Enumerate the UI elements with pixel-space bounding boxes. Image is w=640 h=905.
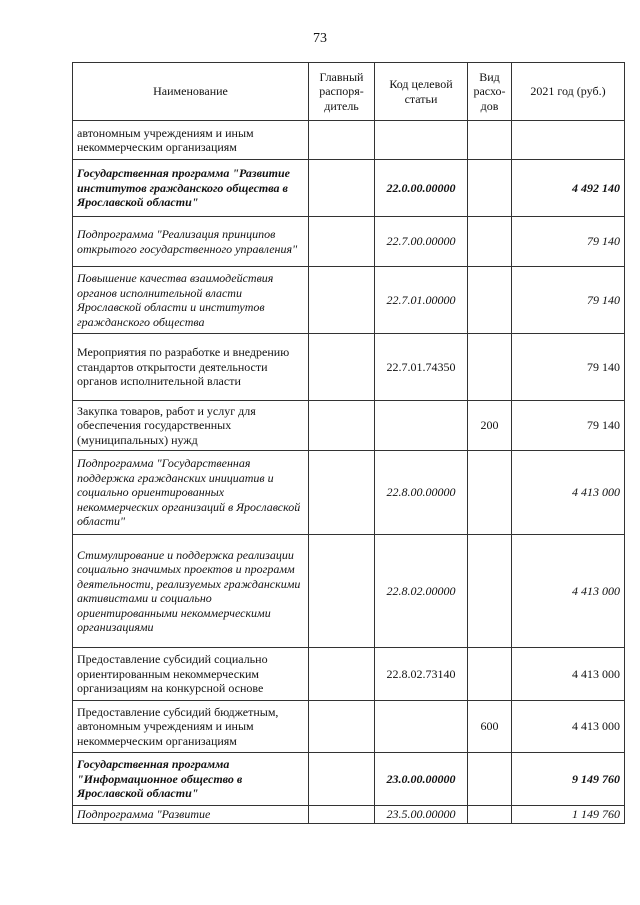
cell-name: Закупка товаров, работ и услуг для обеспечения государственных (муниципальных) нужд bbox=[73, 401, 309, 451]
header-amount: 2021 год (руб.) bbox=[512, 63, 625, 121]
table-row bbox=[73, 401, 625, 451]
table-row bbox=[73, 806, 625, 824]
cell-kind: 600 bbox=[468, 701, 512, 753]
table-row bbox=[73, 701, 625, 753]
cell-code bbox=[375, 701, 468, 753]
cell-code: 23.5.00.00000 bbox=[375, 806, 468, 824]
table-row bbox=[73, 217, 625, 267]
cell-manager bbox=[309, 701, 375, 753]
cell-name: Предоставление субсидий бюджетным, автономным учреждениям и иным некоммерческим организациям bbox=[73, 701, 309, 753]
cell-code: 22.8.00.00000 bbox=[375, 451, 468, 535]
cell-name: Предоставление субсидий социально ориентированным некоммерческим организациям на конкурсной основе bbox=[73, 648, 309, 701]
table-row bbox=[73, 648, 625, 701]
cell-manager bbox=[309, 806, 375, 824]
cell-kind bbox=[468, 160, 512, 217]
cell-kind bbox=[468, 806, 512, 824]
cell-code: 22.7.00.00000 bbox=[375, 217, 468, 267]
table-row bbox=[73, 334, 625, 401]
cell-code: 22.7.01.74350 bbox=[375, 334, 468, 401]
cell-code: 22.0.00.00000 bbox=[375, 160, 468, 217]
cell-name: Мероприятия по разработке и внедрению стандартов открытости деятельности органов исполнительной власти bbox=[73, 334, 309, 401]
cell-kind bbox=[468, 753, 512, 806]
table-row bbox=[73, 267, 625, 334]
cell-amount bbox=[512, 121, 625, 160]
cell-amount: 79 140 bbox=[512, 401, 625, 451]
cell-manager bbox=[309, 401, 375, 451]
cell-kind: 200 bbox=[468, 401, 512, 451]
cell-kind bbox=[468, 121, 512, 160]
cell-kind bbox=[468, 535, 512, 648]
cell-code: 22.8.02.00000 bbox=[375, 535, 468, 648]
table-row bbox=[73, 753, 625, 806]
cell-name: Подпрограмма "Государственная поддержка гражданских инициатив и социально ориентированных некоммерческих организаций в Ярославской области" bbox=[73, 451, 309, 535]
table-row bbox=[73, 160, 625, 217]
cell-manager bbox=[309, 334, 375, 401]
cell-code: 22.7.01.00000 bbox=[375, 267, 468, 334]
cell-amount: 1 149 760 bbox=[512, 806, 625, 824]
cell-kind bbox=[468, 217, 512, 267]
header-manager: Главный распоря-дитель bbox=[309, 63, 375, 121]
cell-kind bbox=[468, 267, 512, 334]
cell-code bbox=[375, 401, 468, 451]
cell-manager bbox=[309, 648, 375, 701]
cell-name: Подпрограмма "Развитие bbox=[73, 806, 309, 824]
cell-name: автономным учреждениям и иным некоммерческим организациям bbox=[73, 121, 309, 160]
cell-manager bbox=[309, 217, 375, 267]
cell-manager bbox=[309, 451, 375, 535]
cell-amount: 4 413 000 bbox=[512, 648, 625, 701]
cell-amount: 9 149 760 bbox=[512, 753, 625, 806]
cell-code bbox=[375, 121, 468, 160]
cell-manager bbox=[309, 267, 375, 334]
cell-name: Государственная программа "Информационное общество в Ярославской области" bbox=[73, 753, 309, 806]
cell-manager bbox=[309, 160, 375, 217]
cell-kind bbox=[468, 648, 512, 701]
cell-name: Стимулирование и поддержка реализации социально значимых проектов и программ деятельности, реализуемых гражданскими активистами и социально ориентированными некоммерческими организациями bbox=[73, 535, 309, 648]
cell-manager bbox=[309, 121, 375, 160]
cell-amount: 4 413 000 bbox=[512, 451, 625, 535]
budget-table bbox=[72, 62, 625, 824]
cell-code: 23.0.00.00000 bbox=[375, 753, 468, 806]
cell-manager bbox=[309, 535, 375, 648]
cell-amount: 4 492 140 bbox=[512, 160, 625, 217]
table-row bbox=[73, 535, 625, 648]
cell-manager bbox=[309, 753, 375, 806]
header-name: Наименование bbox=[73, 63, 309, 121]
cell-kind bbox=[468, 334, 512, 401]
table-row bbox=[73, 451, 625, 535]
cell-amount: 79 140 bbox=[512, 334, 625, 401]
cell-amount: 4 413 000 bbox=[512, 701, 625, 753]
table-header-row bbox=[73, 63, 625, 121]
cell-kind bbox=[468, 451, 512, 535]
cell-name: Государственная программа "Развитие институтов гражданского общества в Ярославской области" bbox=[73, 160, 309, 217]
header-code: Код целевой статьи bbox=[375, 63, 468, 121]
cell-code: 22.8.02.73140 bbox=[375, 648, 468, 701]
cell-name: Подпрограмма "Реализация принципов открытого государственного управления" bbox=[73, 217, 309, 267]
table-row bbox=[73, 121, 625, 160]
cell-amount: 79 140 bbox=[512, 217, 625, 267]
header-kind: Вид расхо-дов bbox=[468, 63, 512, 121]
cell-name: Повышение качества взаимодействия органов исполнительной власти Ярославской области и институтов гражданского общества bbox=[73, 267, 309, 334]
cell-amount: 4 413 000 bbox=[512, 535, 625, 648]
page-number: 73 bbox=[313, 31, 327, 46]
cell-amount: 79 140 bbox=[512, 267, 625, 334]
